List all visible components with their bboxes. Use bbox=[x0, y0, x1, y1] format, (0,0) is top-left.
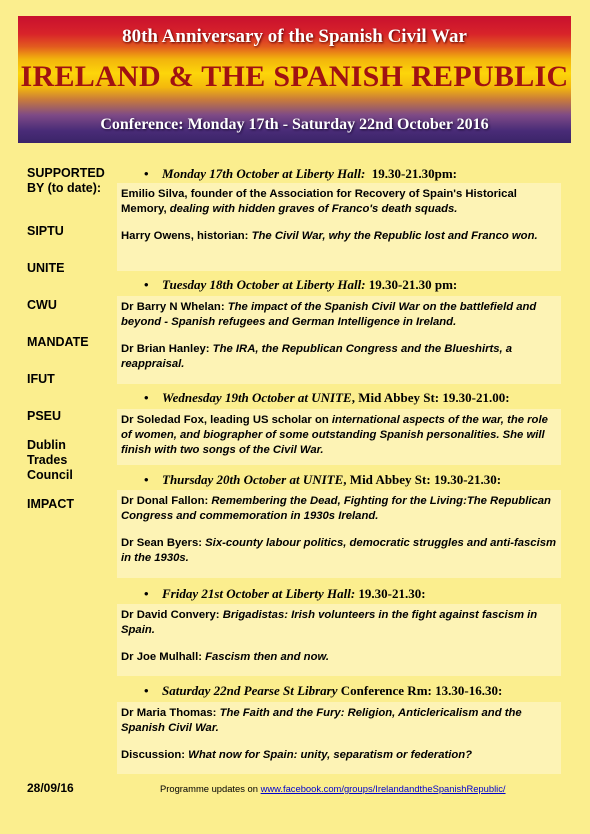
talk: Dr Joe Mulhall: Fascism then and now. bbox=[121, 651, 329, 663]
day-heading: • Saturday 22nd Pearse St Library Conference Rm: 13.30-16.30: bbox=[144, 683, 503, 698]
bullet-icon: • bbox=[144, 277, 149, 292]
talk: Dr Soledad Fox, leading US scholar on international aspects of the war, the role of women, and biographer of some outstanding Spanish personalities. She will finish with two songs of the Civil War. bbox=[121, 414, 548, 456]
day-heading: • Wednesday 19th October at UNITE, Mid Abbey St: 19.30-21.00: bbox=[144, 390, 510, 405]
session-panel bbox=[117, 183, 561, 271]
supporter-item: SIPTU bbox=[27, 224, 64, 238]
supporter-item: Dublin Trades Council bbox=[27, 438, 73, 482]
talk: Discussion: What now for Spain: unity, separatism or federation? bbox=[121, 749, 473, 761]
supporter-item: IMPACT bbox=[27, 497, 74, 511]
supporters-list bbox=[27, 166, 117, 534]
bullet-icon: • bbox=[144, 166, 149, 181]
bullet-icon: • bbox=[144, 683, 149, 698]
bullet-icon: • bbox=[144, 472, 149, 487]
supporter-item: IFUT bbox=[27, 372, 55, 386]
talk: Emilio Silva, founder of the Association for Recovery of Spain's Historical Memory, dealing with hidden graves of Franco's death squads. bbox=[121, 188, 517, 215]
header-banner bbox=[18, 16, 571, 143]
supporter-item: PSEU bbox=[27, 409, 62, 423]
supporter-item: UNITE bbox=[27, 261, 65, 275]
supporters-heading: SUPPORTED BY (to date): bbox=[27, 166, 105, 195]
footer-note: Programme updates on www.facebook.com/groups/IrelandandtheSpanishRepublic/ bbox=[160, 783, 506, 794]
talk: Dr Barry N Whelan: The impact of the Spanish Civil War on the battlefield and beyond - Spanish refugees and German Intelligence in Ireland. bbox=[121, 301, 537, 328]
session-panel bbox=[117, 296, 561, 384]
day-heading: • Tuesday 18th October at Liberty Hall: 19.30-21.30 pm: bbox=[144, 277, 458, 292]
talk: Dr Sean Byers: Six-county labour politics, democratic struggles and anti-fascism in the 1930s. bbox=[121, 537, 557, 564]
facebook-link[interactable]: www.facebook.com/groups/IrelandandtheSpanishRepublic/ bbox=[260, 783, 506, 794]
day-heading: • Friday 21st October at Liberty Hall: 19.30-21.30: bbox=[144, 586, 426, 601]
footer-date: 28/09/16 bbox=[27, 781, 74, 795]
conference-dates: Conference: Monday 17th - Saturday 22nd October 2016 bbox=[100, 116, 489, 133]
talk: Dr Maria Thomas: The Faith and the Fury: Religion, Anticlericalism and the Spanish Civil War. bbox=[121, 707, 522, 734]
main-title: IRELAND & THE SPANISH REPUBLIC bbox=[20, 60, 569, 93]
session-panel bbox=[117, 604, 561, 676]
day-heading: • Thursday 20th October at UNITE, Mid Abbey St: 19.30-21.30: bbox=[144, 472, 502, 487]
day-heading: • Monday 17th October at Liberty Hall: 19.30-21.30pm: bbox=[144, 166, 458, 181]
session-panel bbox=[117, 490, 561, 578]
talk: Dr Brian Hanley: The IRA, the Republican Congress and the Blueshirts, a reappraisal. bbox=[121, 343, 513, 370]
supporter-item: MANDATE bbox=[27, 335, 89, 349]
talk: Dr Donal Fallon: Remembering the Dead, Fighting for the Living:The Republican Congress and commemoration in 1930s Ireland. bbox=[121, 495, 551, 522]
talk: Dr David Convery: Brigadistas: Irish volunteers in the fight against fascism in Spain. bbox=[121, 609, 538, 636]
anniversary-title: 80th Anniversary of the Spanish Civil War bbox=[122, 26, 467, 47]
bullet-icon: • bbox=[144, 390, 149, 405]
bullet-icon: • bbox=[144, 586, 149, 601]
supporter-item: CWU bbox=[27, 298, 57, 312]
session-panel bbox=[117, 702, 561, 774]
talk: Harry Owens, historian: The Civil War, why the Republic lost and Franco won. bbox=[121, 230, 538, 242]
session-panel bbox=[117, 409, 561, 465]
